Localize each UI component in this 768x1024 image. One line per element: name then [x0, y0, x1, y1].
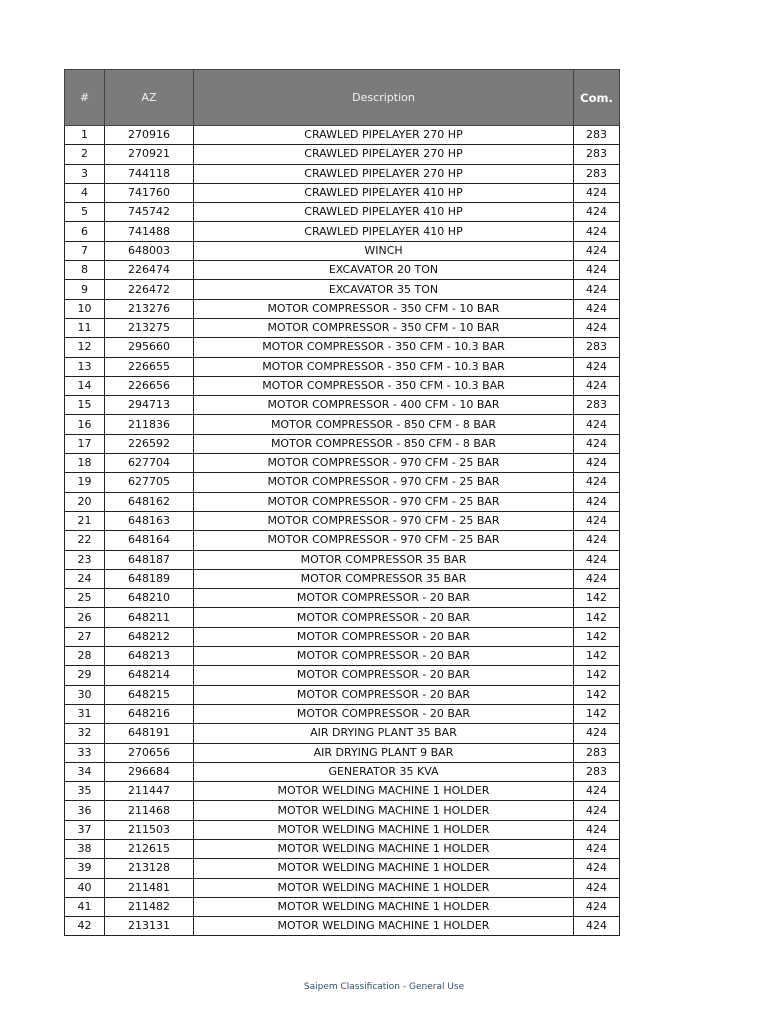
cell-com: 424 — [574, 299, 620, 318]
cell-az: 648213 — [105, 647, 194, 666]
cell-com: 424 — [574, 241, 620, 260]
cell-description: AIR DRYING PLANT 35 BAR — [194, 724, 574, 743]
cell-com: 424 — [574, 280, 620, 299]
cell-com: 424 — [574, 473, 620, 492]
cell-num: 39 — [65, 859, 105, 878]
table-row — [65, 550, 620, 569]
equipment-table — [64, 69, 620, 936]
cell-com: 424 — [574, 724, 620, 743]
cell-num: 15 — [65, 396, 105, 415]
cell-com: 424 — [574, 222, 620, 241]
cell-description: MOTOR COMPRESSOR - 350 CFM - 10 BAR — [194, 318, 574, 337]
cell-az: 226592 — [105, 434, 194, 453]
cell-com: 142 — [574, 608, 620, 627]
cell-az: 648210 — [105, 589, 194, 608]
table-row — [65, 164, 620, 183]
cell-com: 424 — [574, 897, 620, 916]
table-row — [65, 299, 620, 318]
cell-description: MOTOR COMPRESSOR 35 BAR — [194, 569, 574, 588]
cell-az: 744118 — [105, 164, 194, 183]
cell-az: 296684 — [105, 762, 194, 781]
cell-com: 424 — [574, 434, 620, 453]
cell-num: 25 — [65, 589, 105, 608]
cell-com: 283 — [574, 338, 620, 357]
cell-num: 38 — [65, 839, 105, 858]
table-row — [65, 878, 620, 897]
table-row — [65, 318, 620, 337]
cell-num: 33 — [65, 743, 105, 762]
cell-description: MOTOR COMPRESSOR - 350 CFM - 10 BAR — [194, 299, 574, 318]
cell-az: 648164 — [105, 531, 194, 550]
cell-com: 424 — [574, 261, 620, 280]
cell-num: 5 — [65, 203, 105, 222]
table-row — [65, 183, 620, 202]
cell-com: 424 — [574, 859, 620, 878]
cell-az: 648212 — [105, 627, 194, 646]
cell-num: 24 — [65, 569, 105, 588]
cell-num: 21 — [65, 511, 105, 530]
table-row — [65, 762, 620, 781]
table-row — [65, 589, 620, 608]
cell-num: 2 — [65, 145, 105, 164]
cell-com: 283 — [574, 145, 620, 164]
header-az: AZ — [105, 70, 194, 126]
cell-num: 26 — [65, 608, 105, 627]
cell-num: 8 — [65, 261, 105, 280]
cell-num: 36 — [65, 801, 105, 820]
cell-description: MOTOR COMPRESSOR - 970 CFM - 25 BAR — [194, 473, 574, 492]
table-row — [65, 897, 620, 916]
table-row — [65, 396, 620, 415]
cell-com: 424 — [574, 376, 620, 395]
cell-num: 32 — [65, 724, 105, 743]
cell-description: MOTOR COMPRESSOR - 970 CFM - 25 BAR — [194, 511, 574, 530]
cell-az: 295660 — [105, 338, 194, 357]
table-row — [65, 820, 620, 839]
cell-az: 741760 — [105, 183, 194, 202]
cell-az: 211836 — [105, 415, 194, 434]
cell-description: EXCAVATOR 35 TON — [194, 280, 574, 299]
table-row — [65, 145, 620, 164]
cell-description: EXCAVATOR 20 TON — [194, 261, 574, 280]
cell-az: 648162 — [105, 492, 194, 511]
cell-com: 283 — [574, 743, 620, 762]
table-row — [65, 357, 620, 376]
cell-az: 213128 — [105, 859, 194, 878]
table-row — [65, 222, 620, 241]
cell-com: 283 — [574, 762, 620, 781]
table-row — [65, 917, 620, 936]
cell-com: 142 — [574, 685, 620, 704]
cell-com: 424 — [574, 492, 620, 511]
cell-description: MOTOR COMPRESSOR - 20 BAR — [194, 704, 574, 723]
cell-num: 27 — [65, 627, 105, 646]
cell-com: 142 — [574, 704, 620, 723]
cell-com: 424 — [574, 415, 620, 434]
cell-com: 283 — [574, 164, 620, 183]
cell-num: 40 — [65, 878, 105, 897]
cell-com: 424 — [574, 454, 620, 473]
cell-description: MOTOR WELDING MACHINE 1 HOLDER — [194, 839, 574, 858]
table-row — [65, 704, 620, 723]
cell-com: 424 — [574, 550, 620, 569]
cell-description: MOTOR COMPRESSOR - 20 BAR — [194, 685, 574, 704]
table-row — [65, 531, 620, 550]
cell-com: 283 — [574, 126, 620, 145]
cell-az: 648214 — [105, 666, 194, 685]
cell-az: 213131 — [105, 917, 194, 936]
table-row — [65, 724, 620, 743]
cell-description: MOTOR COMPRESSOR - 350 CFM - 10.3 BAR — [194, 338, 574, 357]
cell-com: 424 — [574, 318, 620, 337]
cell-com: 424 — [574, 878, 620, 897]
cell-description: MOTOR WELDING MACHINE 1 HOLDER — [194, 820, 574, 839]
classification-footer: Saipem Classification - General Use — [303, 982, 465, 992]
table-row — [65, 666, 620, 685]
cell-az: 648003 — [105, 241, 194, 260]
cell-num: 11 — [65, 318, 105, 337]
cell-az: 213275 — [105, 318, 194, 337]
table-row — [65, 241, 620, 260]
cell-num: 12 — [65, 338, 105, 357]
table-row — [65, 376, 620, 395]
cell-num: 23 — [65, 550, 105, 569]
table-row — [65, 415, 620, 434]
cell-az: 741488 — [105, 222, 194, 241]
cell-az: 648191 — [105, 724, 194, 743]
table-row — [65, 492, 620, 511]
cell-com: 424 — [574, 183, 620, 202]
cell-description: GENERATOR 35 KVA — [194, 762, 574, 781]
cell-com: 424 — [574, 839, 620, 858]
table-row — [65, 608, 620, 627]
cell-num: 28 — [65, 647, 105, 666]
cell-description: MOTOR COMPRESSOR - 970 CFM - 25 BAR — [194, 454, 574, 473]
cell-num: 13 — [65, 357, 105, 376]
header-num: # — [65, 70, 105, 126]
cell-description: MOTOR COMPRESSOR - 350 CFM - 10.3 BAR — [194, 357, 574, 376]
cell-description: MOTOR COMPRESSOR - 20 BAR — [194, 608, 574, 627]
cell-num: 16 — [65, 415, 105, 434]
cell-com: 142 — [574, 627, 620, 646]
cell-com: 283 — [574, 396, 620, 415]
cell-az: 648216 — [105, 704, 194, 723]
table-row — [65, 280, 620, 299]
cell-com: 424 — [574, 357, 620, 376]
cell-description: CRAWLED PIPELAYER 410 HP — [194, 203, 574, 222]
table-row — [65, 859, 620, 878]
cell-description: CRAWLED PIPELAYER 270 HP — [194, 164, 574, 183]
cell-az: 270921 — [105, 145, 194, 164]
cell-com: 424 — [574, 531, 620, 550]
cell-description: MOTOR WELDING MACHINE 1 HOLDER — [194, 859, 574, 878]
cell-description: MOTOR WELDING MACHINE 1 HOLDER — [194, 917, 574, 936]
cell-com: 142 — [574, 666, 620, 685]
cell-num: 9 — [65, 280, 105, 299]
cell-num: 1 — [65, 126, 105, 145]
cell-az: 211503 — [105, 820, 194, 839]
cell-description: MOTOR COMPRESSOR - 20 BAR — [194, 666, 574, 685]
cell-az: 627704 — [105, 454, 194, 473]
cell-description: MOTOR WELDING MACHINE 1 HOLDER — [194, 878, 574, 897]
cell-description: MOTOR WELDING MACHINE 1 HOLDER — [194, 897, 574, 916]
cell-description: WINCH — [194, 241, 574, 260]
cell-description: MOTOR COMPRESSOR - 400 CFM - 10 BAR — [194, 396, 574, 415]
table-row — [65, 126, 620, 145]
cell-num: 29 — [65, 666, 105, 685]
table-row — [65, 647, 620, 666]
cell-az: 212615 — [105, 839, 194, 858]
table-row — [65, 782, 620, 801]
cell-com: 142 — [574, 589, 620, 608]
cell-az: 226655 — [105, 357, 194, 376]
header-description: Description — [194, 70, 574, 126]
cell-num: 14 — [65, 376, 105, 395]
table-row — [65, 473, 620, 492]
table-row — [65, 685, 620, 704]
cell-az: 211481 — [105, 878, 194, 897]
cell-num: 22 — [65, 531, 105, 550]
cell-com: 424 — [574, 801, 620, 820]
table-row — [65, 511, 620, 530]
cell-num: 37 — [65, 820, 105, 839]
cell-num: 17 — [65, 434, 105, 453]
cell-az: 745742 — [105, 203, 194, 222]
table-row — [65, 839, 620, 858]
cell-num: 4 — [65, 183, 105, 202]
cell-description: MOTOR WELDING MACHINE 1 HOLDER — [194, 782, 574, 801]
table-row — [65, 743, 620, 762]
cell-description: MOTOR COMPRESSOR - 20 BAR — [194, 647, 574, 666]
table-row — [65, 454, 620, 473]
cell-num: 41 — [65, 897, 105, 916]
cell-az: 211468 — [105, 801, 194, 820]
cell-description: CRAWLED PIPELAYER 270 HP — [194, 126, 574, 145]
cell-description: MOTOR COMPRESSOR - 970 CFM - 25 BAR — [194, 492, 574, 511]
cell-az: 270656 — [105, 743, 194, 762]
table-row — [65, 801, 620, 820]
cell-az: 648215 — [105, 685, 194, 704]
cell-num: 10 — [65, 299, 105, 318]
cell-com: 424 — [574, 917, 620, 936]
cell-description: CRAWLED PIPELAYER 410 HP — [194, 222, 574, 241]
cell-description: MOTOR COMPRESSOR 35 BAR — [194, 550, 574, 569]
cell-num: 18 — [65, 454, 105, 473]
cell-description: MOTOR COMPRESSOR - 20 BAR — [194, 589, 574, 608]
cell-num: 6 — [65, 222, 105, 241]
table-row — [65, 203, 620, 222]
cell-num: 3 — [65, 164, 105, 183]
cell-com: 142 — [574, 647, 620, 666]
table-row — [65, 338, 620, 357]
cell-com: 424 — [574, 511, 620, 530]
cell-az: 226472 — [105, 280, 194, 299]
table-row — [65, 261, 620, 280]
cell-az: 226656 — [105, 376, 194, 395]
cell-az: 627705 — [105, 473, 194, 492]
cell-num: 19 — [65, 473, 105, 492]
cell-description: CRAWLED PIPELAYER 270 HP — [194, 145, 574, 164]
cell-num: 30 — [65, 685, 105, 704]
cell-num: 31 — [65, 704, 105, 723]
cell-description: CRAWLED PIPELAYER 410 HP — [194, 183, 574, 202]
cell-az: 648189 — [105, 569, 194, 588]
cell-az: 211482 — [105, 897, 194, 916]
cell-num: 7 — [65, 241, 105, 260]
cell-description: MOTOR COMPRESSOR - 850 CFM - 8 BAR — [194, 415, 574, 434]
cell-num: 20 — [65, 492, 105, 511]
cell-az: 211447 — [105, 782, 194, 801]
cell-description: MOTOR COMPRESSOR - 970 CFM - 25 BAR — [194, 531, 574, 550]
cell-com: 424 — [574, 203, 620, 222]
cell-num: 42 — [65, 917, 105, 936]
cell-description: MOTOR COMPRESSOR - 850 CFM - 8 BAR — [194, 434, 574, 453]
cell-az: 213276 — [105, 299, 194, 318]
cell-description: MOTOR COMPRESSOR - 20 BAR — [194, 627, 574, 646]
cell-description: AIR DRYING PLANT 9 BAR — [194, 743, 574, 762]
cell-description: MOTOR WELDING MACHINE 1 HOLDER — [194, 801, 574, 820]
table-body — [65, 126, 620, 936]
cell-com: 424 — [574, 569, 620, 588]
header-com: Com. — [574, 70, 620, 126]
cell-description: MOTOR COMPRESSOR - 350 CFM - 10.3 BAR — [194, 376, 574, 395]
cell-az: 648187 — [105, 550, 194, 569]
table-row — [65, 434, 620, 453]
cell-az: 226474 — [105, 261, 194, 280]
cell-az: 270916 — [105, 126, 194, 145]
cell-num: 35 — [65, 782, 105, 801]
cell-az: 294713 — [105, 396, 194, 415]
table-row — [65, 569, 620, 588]
cell-az: 648163 — [105, 511, 194, 530]
cell-az: 648211 — [105, 608, 194, 627]
cell-num: 34 — [65, 762, 105, 781]
cell-com: 424 — [574, 820, 620, 839]
cell-com: 424 — [574, 782, 620, 801]
table-row — [65, 627, 620, 646]
header-row — [65, 70, 620, 126]
